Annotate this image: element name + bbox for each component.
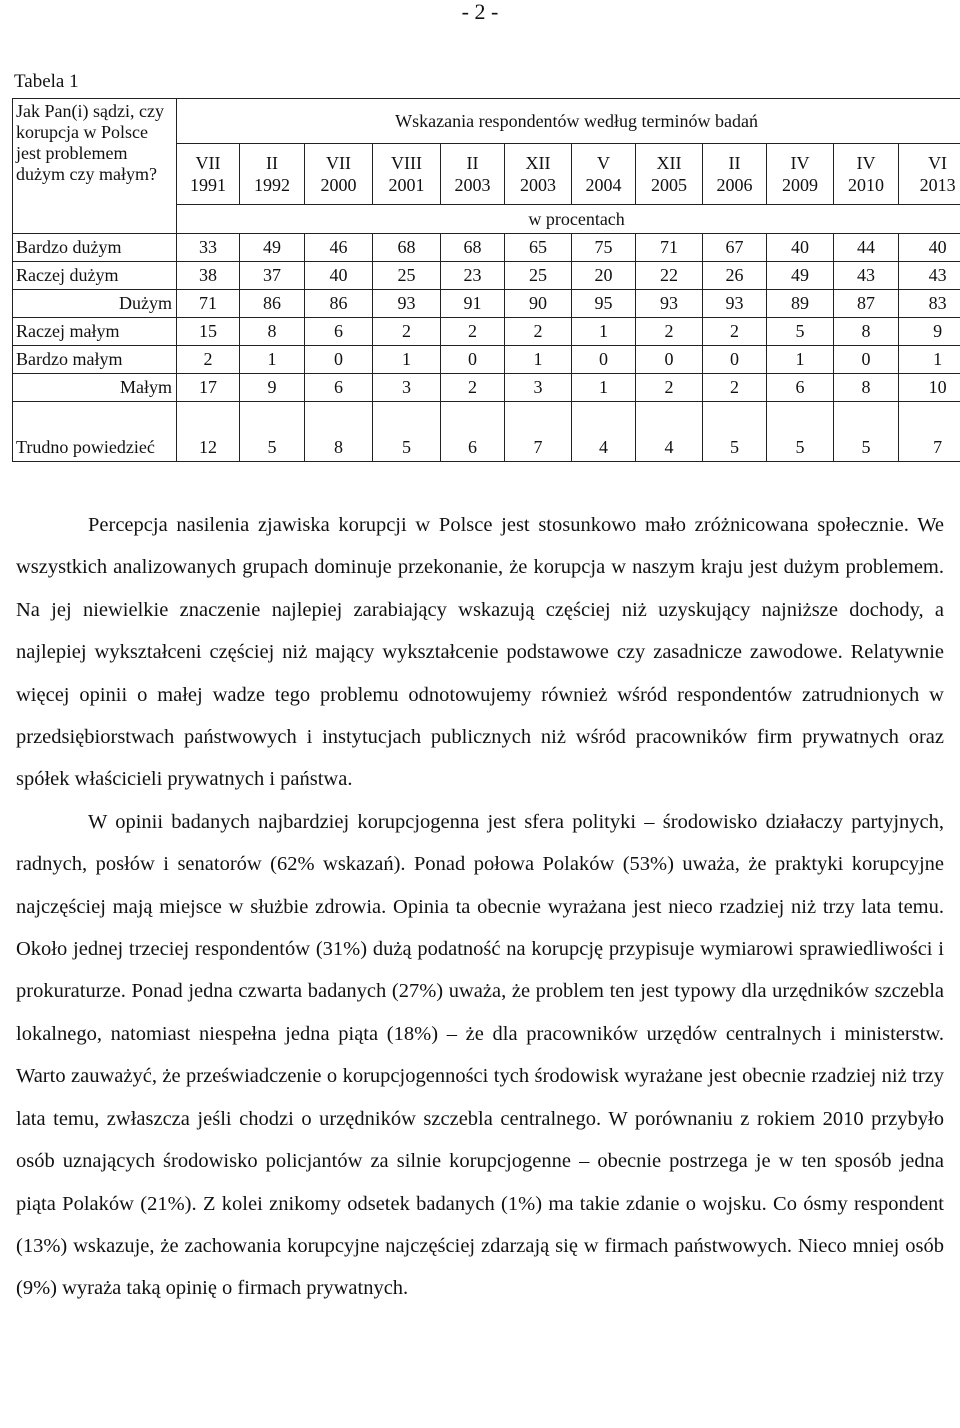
period-header xyxy=(636,144,703,205)
table-cell: 93 xyxy=(636,290,703,318)
table-cell: 1 xyxy=(899,346,960,374)
period-year: 2010 xyxy=(848,175,884,195)
table-cell: 3 xyxy=(505,374,572,402)
survey-table xyxy=(12,98,960,462)
table-cell: 6 xyxy=(305,318,373,346)
table-cell: 2 xyxy=(703,318,767,346)
table-cell: 1 xyxy=(572,318,636,346)
table-row xyxy=(13,402,960,462)
table-cell: 71 xyxy=(177,290,240,318)
table-cell: 1 xyxy=(767,346,834,374)
table-row xyxy=(13,262,960,290)
table-cell: 93 xyxy=(373,290,441,318)
period-month: XII xyxy=(525,153,551,173)
table-row xyxy=(13,290,960,318)
table-caption: Tabela 1 xyxy=(14,71,79,92)
table-cell: 6 xyxy=(767,374,834,402)
table-cell: 91 xyxy=(441,290,505,318)
table-cell: 7 xyxy=(899,402,960,462)
period-year: 1992 xyxy=(254,175,290,195)
table-cell: 71 xyxy=(636,234,703,262)
body-text xyxy=(16,504,944,1310)
table-cell: 15 xyxy=(177,318,240,346)
period-header xyxy=(240,144,305,205)
table-cell: 2 xyxy=(373,318,441,346)
paragraph: Percepcja nasilenia zjawiska korupcji w Polsce jest stosunkowo mało zróżnicowana społecznie. We wszystkich analizowanych grupach dominuje przekonanie, że korupcja w naszym kraju jest dużym problemem. Na jej niewielkie znaczenie najlepiej zarabiający wskazują częściej niż uzyskujący najniższe dochody, a najlepiej wykształceni częściej niż mający wykształcenie podstawowe czy zasadnicze zawodowe. Relatywnie więcej opinii o małej wadze tego problemu odnotowujemy również wśród respondentów zatrudnionych w przedsiębiorstwach państwowych i instytucjach publicznych niż wśród pracowników firm prywatnych oraz spółek właścicieli prywatnych i państwa. xyxy=(16,514,944,791)
table-cell: 93 xyxy=(703,290,767,318)
period-header xyxy=(767,144,834,205)
table-cell: 0 xyxy=(441,346,505,374)
table-cell: 40 xyxy=(899,234,960,262)
period-header xyxy=(305,144,373,205)
period-year: 2004 xyxy=(585,175,622,195)
row-label: Bardzo dużym xyxy=(13,234,177,262)
table-cell: 3 xyxy=(373,374,441,402)
table-cell: 68 xyxy=(373,234,441,262)
table-cell: 33 xyxy=(177,234,240,262)
row-label: Małym xyxy=(13,374,177,402)
table-cell: 8 xyxy=(305,402,373,462)
period-month: VI xyxy=(928,153,948,173)
table-cell: 43 xyxy=(899,262,960,290)
period-year: 2001 xyxy=(388,175,425,195)
table-cell: 95 xyxy=(572,290,636,318)
period-header xyxy=(373,144,441,205)
period-header xyxy=(899,144,960,205)
row-label: Raczej małym xyxy=(13,318,177,346)
period-header xyxy=(703,144,767,205)
period-year: 2003 xyxy=(520,175,556,195)
table-row xyxy=(13,374,960,402)
table-cell: 0 xyxy=(703,346,767,374)
table-cell: 26 xyxy=(703,262,767,290)
period-year: 2009 xyxy=(782,175,818,195)
table-cell: 86 xyxy=(240,290,305,318)
table-cell: 8 xyxy=(834,318,899,346)
period-year: 2000 xyxy=(320,175,357,195)
table-cell: 5 xyxy=(703,402,767,462)
table-cell: 40 xyxy=(305,262,373,290)
period-header xyxy=(505,144,572,205)
table-cell: 67 xyxy=(703,234,767,262)
table-cell: 0 xyxy=(834,346,899,374)
table-cell: 2 xyxy=(703,374,767,402)
table-cell: 4 xyxy=(636,402,703,462)
table-cell: 1 xyxy=(505,346,572,374)
row-label: Dużym xyxy=(13,290,177,318)
period-month: VII xyxy=(326,153,351,173)
table-cell: 87 xyxy=(834,290,899,318)
table-cell: 0 xyxy=(572,346,636,374)
table-cell: 0 xyxy=(305,346,373,374)
period-month: XII xyxy=(656,153,682,173)
table-cell: 20 xyxy=(572,262,636,290)
table-cell: 2 xyxy=(441,374,505,402)
table-cell: 10 xyxy=(899,374,960,402)
period-year: 2005 xyxy=(651,175,687,195)
period-header xyxy=(834,144,899,205)
unit-label: w procentach xyxy=(177,205,960,234)
question-label: Jak Pan(i) sądzi, czy korupcja w Polsce jest problemem dużym czy małym? xyxy=(13,99,177,234)
table-cell: 5 xyxy=(373,402,441,462)
table-row xyxy=(13,318,960,346)
table-cell: 6 xyxy=(441,402,505,462)
table-cell: 8 xyxy=(240,318,305,346)
table-cell: 38 xyxy=(177,262,240,290)
period-month: VIII xyxy=(391,153,422,173)
table-cell: 0 xyxy=(636,346,703,374)
table-cell: 4 xyxy=(572,402,636,462)
period-month: II xyxy=(266,153,278,173)
period-month: V xyxy=(597,153,610,173)
table-cell: 89 xyxy=(767,290,834,318)
table-cell: 49 xyxy=(767,262,834,290)
table-cell: 22 xyxy=(636,262,703,290)
table-cell: 65 xyxy=(505,234,572,262)
table-cell: 40 xyxy=(767,234,834,262)
table-cell: 2 xyxy=(505,318,572,346)
table-cell: 9 xyxy=(240,374,305,402)
table-cell: 37 xyxy=(240,262,305,290)
table-cell: 5 xyxy=(834,402,899,462)
table-row xyxy=(13,346,960,374)
period-month: IV xyxy=(790,153,810,173)
table-cell: 44 xyxy=(834,234,899,262)
table-cell: 49 xyxy=(240,234,305,262)
table-cell: 75 xyxy=(572,234,636,262)
table-cell: 5 xyxy=(767,318,834,346)
row-label: Bardzo małym xyxy=(13,346,177,374)
table-cell: 83 xyxy=(899,290,960,318)
table-cell: 6 xyxy=(305,374,373,402)
period-header xyxy=(572,144,636,205)
table-cell: 2 xyxy=(636,374,703,402)
period-year: 2013 xyxy=(919,175,956,195)
table-row xyxy=(13,234,960,262)
period-month: II xyxy=(728,153,741,173)
table-cell: 23 xyxy=(441,262,505,290)
period-year: 2006 xyxy=(716,175,753,195)
table-cell: 1 xyxy=(572,374,636,402)
period-year: 1991 xyxy=(190,175,226,195)
group-header: Wskazania respondentów według terminów badań xyxy=(177,99,960,144)
table-cell: 12 xyxy=(177,402,240,462)
table-cell: 2 xyxy=(636,318,703,346)
table-cell: 1 xyxy=(373,346,441,374)
table-cell: 25 xyxy=(373,262,441,290)
period-year: 2003 xyxy=(454,175,491,195)
table-cell: 2 xyxy=(441,318,505,346)
table-cell: 25 xyxy=(505,262,572,290)
period-month: II xyxy=(466,153,479,173)
period-month: VII xyxy=(195,153,221,173)
table-cell: 46 xyxy=(305,234,373,262)
table-cell: 68 xyxy=(441,234,505,262)
table-cell: 5 xyxy=(240,402,305,462)
table-cell: 8 xyxy=(834,374,899,402)
row-label: Trudno powiedzieć xyxy=(13,402,177,462)
period-header xyxy=(177,144,240,205)
period-month: IV xyxy=(856,153,876,173)
paragraph: W opinii badanych najbardziej korupcjogenna jest sfera polityki – środowisko działaczy partyjnych, radnych, posłów i senatorów (62% wskazań). Ponad połowa Polaków (53%) uważa, że praktyki korupcyjne najczęściej mają miejsce w służbie zdrowia. Opinia ta obecnie wyrażana jest nieco rzadziej niż trzy lata temu. Około jednej trzeciej respondentów (31%) dużą podatność na korupcję przypisuje wymiarowi sprawiedliwości i prokuraturze. Ponad jedna czwarta badanych (27%) uważa, że problem ten jest typowy dla urzędników szczebla lokalnego, natomiast niespełna jedna piąta (18%) – że dla pracowników urzędów centralnych i ministerstw. Warto zauważyć, że przeświadczenie o korupcjogenności tych środowisk wyrażane jest obecnie rzadziej niż trzy lata temu, zwłaszcza jeśli chodzi o urzędników szczebla centralnego. W porównaniu z rokiem 2010 przybyło osób uznających środowisko policjantów za silnie korupcjogenne – obecnie postrzega je w ten sposób jedna piąta Polaków (21%). Z kolei znikomy odsetek badanych (1%) ma takie zdanie o wojsku. Co ósmy respondent (13%) wskazuje, że zachowania korupcyjne najczęściej zdarzają się w firmach państwowych. Nieco mniej osób (9%) wyraża taką opinię o firmach prywatnych. xyxy=(16,810,944,1300)
table-cell: 5 xyxy=(767,402,834,462)
table-cell: 86 xyxy=(305,290,373,318)
table-cell: 9 xyxy=(899,318,960,346)
period-header xyxy=(441,144,505,205)
table-cell: 7 xyxy=(505,402,572,462)
table-cell: 90 xyxy=(505,290,572,318)
table-cell: 1 xyxy=(240,346,305,374)
page-number: - 2 - xyxy=(461,0,499,24)
table-cell: 2 xyxy=(177,346,240,374)
row-label: Raczej dużym xyxy=(13,262,177,290)
table-cell: 43 xyxy=(834,262,899,290)
table-cell: 17 xyxy=(177,374,240,402)
